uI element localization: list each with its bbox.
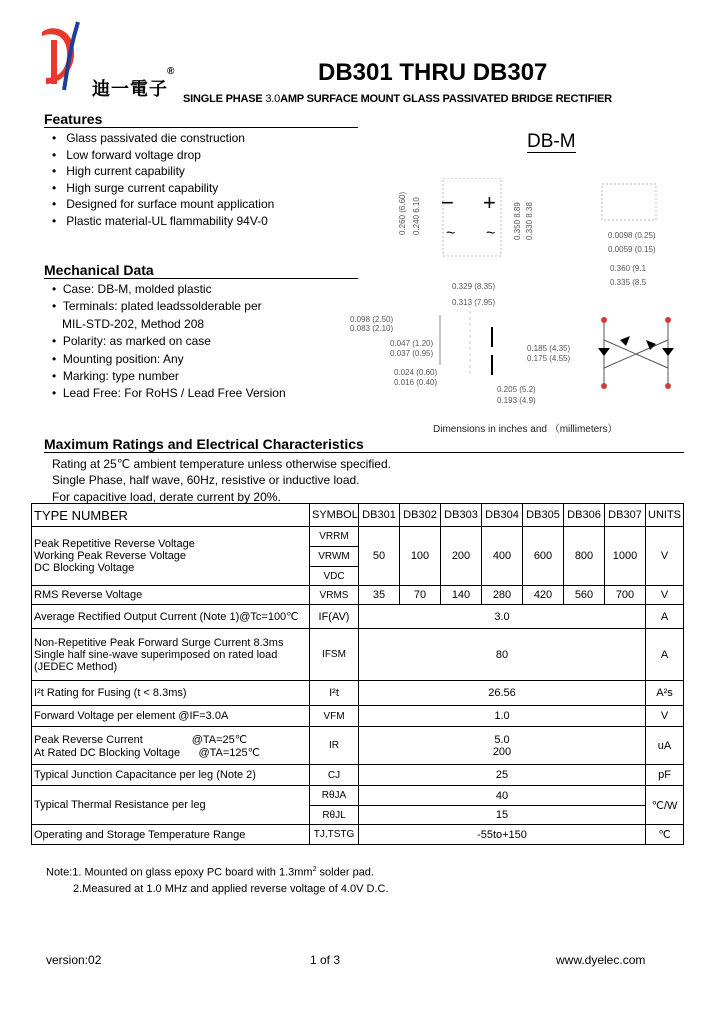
dim-label: 0.175 (4.55) [527,354,571,363]
mechanical-list [52,281,286,403]
mechanical-item: • Case: DB-M, molded plastic [52,282,212,296]
dim-label: 0.0098 (0.25) [608,231,656,240]
value-cell: 700 [605,586,646,605]
mechanical-item: MIL-STD-202, Method 208 [62,316,205,331]
table-row [32,681,684,706]
value-cell: 100 [400,527,441,586]
dim-label: 0.330 8.38 [525,202,534,240]
company-logo [34,20,94,92]
dim-label: 0.185 (4.35) [527,344,571,353]
mechanical-item: • Mounting position: Any [52,351,184,366]
param-cell: Peak Repetitive Reverse Voltage Working Peak Reverse Voltage DC Blocking Voltage [32,527,310,586]
dimensions-note: Dimensions in inches and （millimeters） [433,424,618,435]
value-cell: 400 [482,527,523,586]
dim-label: 0.260 (6.60) [398,191,407,235]
value-cell: 420 [523,586,564,605]
dim-label: 0.0059 (0.15) [608,245,656,254]
note-1: Note:1. Mounted on glass epoxy PC board with $1.3mm^2$ solder pad. [46,866,374,879]
table-row [32,586,684,605]
dim-label: 0.024 (0.60) [394,368,438,377]
dim-label: 0.098 (2.50) [350,315,394,324]
value-cell: 560 [564,586,605,605]
feature-item: • Plastic material-UL flammability 94V-0 [52,213,268,228]
col-header: SYMBOL [310,504,359,527]
value-cell: 50 [359,527,400,586]
col-header: DB302 [400,504,441,527]
value-cell: 280 [482,586,523,605]
ratings-heading: Maximum Ratings and Electrical Characteristics [44,436,684,453]
dim-label: 0.083 (2.10) [350,324,394,333]
unit-cell: uA [646,727,684,765]
table-row [32,765,684,786]
rating-condition: Single Phase, half wave, 60Hz, resistive or inductive load. [52,473,360,488]
symbol-cell: RθJA [310,786,359,806]
ratings-conditions [52,456,391,505]
symbol-cell: TJ,TSTG [310,825,359,845]
value-cell: 1.0 [359,706,646,727]
feature-item: • Designed for surface mount application [52,197,275,212]
unit-cell: V [646,586,684,605]
symbol-cell: I²t [310,681,359,706]
col-header: DB304 [482,504,523,527]
dim-label: 0.193 (4.9) [497,396,536,405]
value-cell: 800 [564,527,605,586]
rating-condition: Rating at 25℃ ambient temperature unless otherwise specified. [52,457,391,471]
col-header: DB303 [441,504,482,527]
symbol-cell: VRWM [310,547,359,567]
dim-label: 0.360 (9.1 [610,264,647,273]
ac-pin-mark-2: ~ [486,225,496,242]
value-cell: 1000 [605,527,646,586]
table-row [32,727,684,765]
value-cell: 5.0 200 [359,727,646,765]
param-cell: RMS Reverse Voltage [32,586,310,605]
mechanical-item: • Polarity: as marked on case [52,334,211,349]
value-cell: 15 [359,806,646,825]
value-cell: 140 [441,586,482,605]
features-heading: Features [44,111,358,128]
mechanical-item: • Terminals: plated leadssolderable per [52,299,262,314]
param-cell: Forward Voltage per element @IF=3.0A [32,706,310,727]
value-cell: 35 [359,586,400,605]
registered-mark: ® [167,66,175,77]
features-list [52,130,274,230]
table-row [32,786,684,806]
dim-label: 0.047 (1.20) [390,339,434,348]
company-name-cn: 迪一電子 [92,79,168,99]
dim-label: 0.329 (8.35) [452,282,496,291]
dim-label: 0.240 6.10 [412,197,421,235]
ratings-table [31,503,684,845]
unit-cell: V [646,706,684,727]
dim-label: 0.037 (0.95) [390,349,434,358]
unit-cell: ℃/W [646,786,684,825]
table-row [32,825,684,845]
symbol-cell: VRRM [310,527,359,547]
col-header: DB307 [605,504,646,527]
note-2: 2.Measured at 1.0 MHz and applied reverse voltage of 4.0V D.C. [73,883,389,895]
dim-label: 0.350 8.89 [513,202,522,240]
feature-item: • Low forward voltage drop [52,147,201,162]
value-cell: -55to+150 [359,825,646,845]
dim-label: 0.016 (0.40) [394,378,438,387]
table-row [32,605,684,629]
dim-label: 0.335 (8.5 [610,278,647,287]
value-cell: 200 [441,527,482,586]
symbol-cell: VFM [310,706,359,727]
col-header: DB305 [523,504,564,527]
table-row [32,706,684,727]
page-title: DB301 THRU DB307 [318,59,548,86]
page-number: 1 of 3 [310,953,341,967]
website-link[interactable]: www.dyelec.com [556,953,646,967]
feature-item: • High surge current capability [52,180,219,195]
unit-cell: A [646,605,684,629]
version-label: version:02 [46,953,102,967]
feature-item: • High current capability [52,164,185,179]
minus-pin-mark: − [441,190,454,215]
symbol-cell: IF(AV) [310,605,359,629]
value-cell: 600 [523,527,564,586]
unit-cell: pF [646,765,684,786]
mechanical-item: • Marking: type number [52,369,179,384]
value-cell: 25 [359,765,646,786]
symbol-cell: IR [310,727,359,765]
dim-label: 0.205 (5.2) [497,385,536,394]
symbol-cell: CJ [310,765,359,786]
value-cell: 3.0 [359,605,646,629]
unit-cell: A²s [646,681,684,706]
param-cell: Average Rectified Output Current (Note 1)@Tc=100℃ [32,605,310,629]
unit-cell: V [646,527,684,586]
value-cell: 26.56 [359,681,646,706]
param-cell: I²t Rating for Fusing (t < 8.3ms) [32,681,310,706]
col-header: UNITS [646,504,684,527]
param-cell: Operating and Storage Temperature Range [32,825,310,845]
value-cell: 80 [359,629,646,681]
package-name: DB-M [527,131,576,152]
bridge-schematic [592,310,684,396]
feature-item: • Glass passivated die construction [52,131,245,145]
param-cell: Peak Reverse Current @TA=25℃ At Rated DC Blocking Voltage @TA=125℃ [32,727,310,765]
symbol-cell: RθJL [310,806,359,825]
symbol-cell: VRMS [310,586,359,605]
mechanical-item: • Lead Free: For RoHS / Lead Free Version [52,386,286,401]
plus-pin-mark: + [483,190,496,215]
page-subtitle: SINGLE PHASE 3.0AMP SURFACE MOUNT GLASS PASSIVATED BRIDGE RECTIFIER [183,93,612,105]
symbol-cell: VDC [310,567,359,586]
table-header-row [32,504,684,527]
package-side-view [596,176,666,236]
table-row [32,527,684,547]
table-row [32,629,684,681]
symbol-cell: IFSM [310,629,359,681]
unit-cell: A [646,629,684,681]
rating-condition: For capacitive load, derate current by 20%. [52,489,281,504]
dim-label: 0.313 (7.95) [452,298,496,307]
value-cell: 70 [400,586,441,605]
col-header: TYPE NUMBER [32,504,310,527]
col-header: DB301 [359,504,400,527]
param-cell: Typical Thermal Resistance per leg [32,786,310,825]
mechanical-heading: Mechanical Data [44,262,358,279]
col-header: DB306 [564,504,605,527]
param-cell: Non-Repetitive Peak Forward Surge Current 8.3ms Single half sine-wave superimposed on rated load (JEDEC Method) [32,629,310,681]
ac-pin-mark-1: ~ [446,225,456,242]
unit-cell: ℃ [646,825,684,845]
value-cell: 40 [359,786,646,806]
param-cell: Typical Junction Capacitance per leg (Note 2) [32,765,310,786]
